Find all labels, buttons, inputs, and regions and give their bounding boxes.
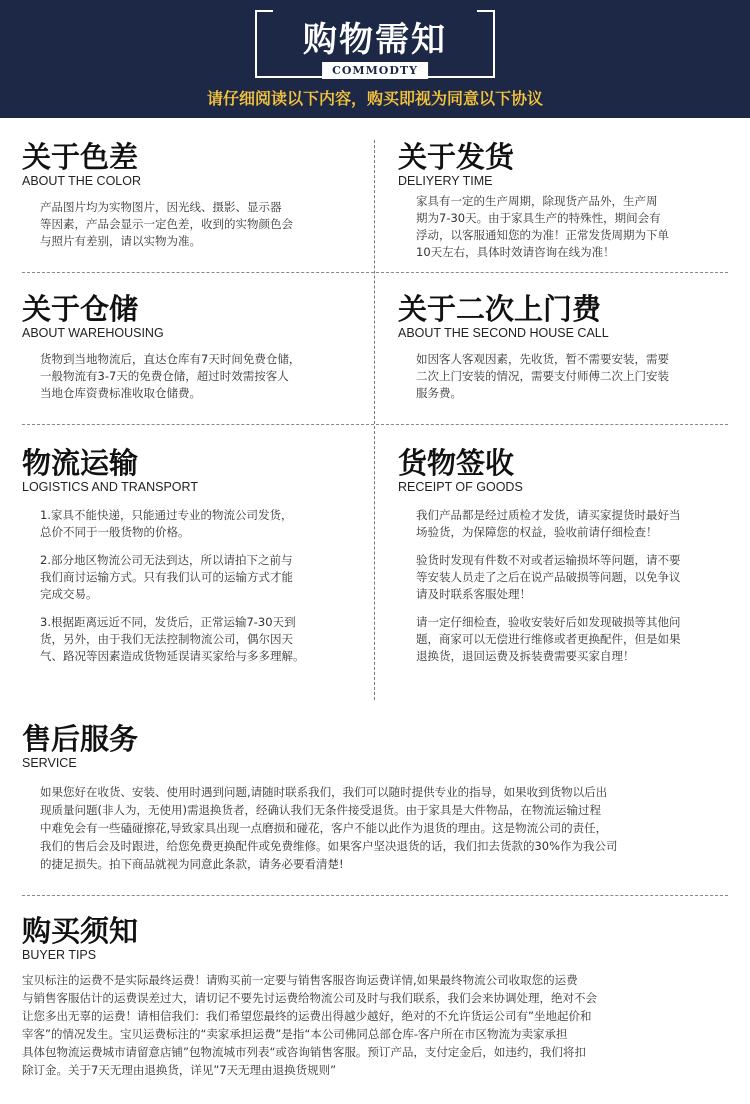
paragraph [416,507,738,541]
section-delivery [398,140,738,261]
section-title: 货物签收 [398,446,515,480]
divider [22,272,728,273]
section-title: 关于二次上门费 [398,292,602,326]
text-line: 货，另外，由于我们无法控制物流公司，偶尔因天 [40,632,293,646]
text-line: 宝贝标注的运费不是实际最终运费！请购买前一定要与销售客服咨询运费详情,如果最终物流公司收取您的运费 [22,973,578,987]
section-body [398,351,738,402]
text-line: 当地仓库资费标准收取仓储费。 [40,386,201,400]
section-body [22,971,737,1079]
text-line: 如果您好在收货、安装、使用时遇到问题,请随时联系我们，我们可以随时提供专业的指导，如果收到货物以后出 [40,785,608,799]
text-line: 我们商讨运输方式。只有我们认可的运输方式才能 [40,570,293,584]
paragraph [40,552,372,603]
text-line: 如因客人客观因素，先收货，暂不需要安装，需要 [416,352,669,366]
page-subtitle: 请仔细阅读以下内容，购买即视为同意以下协议 [206,89,543,108]
section-title-en: SERVICE [22,756,77,770]
section-warehousing [22,292,372,402]
paragraph [40,507,372,541]
section-title-en: ABOUT THE SECOND HOUSE CALL [398,326,609,340]
section-title: 关于仓储 [22,292,139,326]
text-line: 1.家具不能快递，只能通过专业的物流公司发货， [40,508,293,522]
column-divider [374,140,375,700]
paragraph [416,552,738,603]
text-line: 10天左右，具体时效请咨询在线为准！ [416,245,615,259]
text-line: 期为7-30天。由于家具生产的特殊性，期间会有 [416,211,661,225]
text-line: 我们产品都是经过质检才发货，请买家提货时最好当 [416,508,681,522]
section-title-en: LOGISTICS AND TRANSPORT [22,480,198,494]
text-line: 气、路况等因素造成货物延误请买家给与多多理解。 [40,649,305,663]
text-line: 请及时联系客服处理！ [416,587,531,601]
text-line: 中难免会有一些磕碰擦花,导致家具出现一点磨损和碰花，客户不能以此作为退货的理由。这是物流公司的责任， [40,821,608,835]
section-title: 购买须知 [22,914,139,948]
text-line: 等因素，产品会显示一定色差，收到的实物颜色会 [40,217,293,231]
title-frame [255,10,495,78]
text-line: 一般物流有3-7天的免费仓储，超过时效需按客人 [40,369,289,383]
text-line: 浮动，以客服通知您的为准！正常发货周期为下单 [416,228,669,242]
text-line: 等安装人员走了之后在说产品破损等问题，以免争议 [416,570,681,584]
divider [22,424,728,425]
text-line: 家具有一定的生产周期，除现货产品外，生产周 [416,194,658,208]
page-title-en: COMMODTY [322,62,428,79]
text-line: 服务费。 [416,386,462,400]
section-body [22,351,372,402]
text-line: 除订金。关于7天无理由退换货，详见”7天无理由退换货规则” [22,1063,337,1077]
section-title-en: DELIYERY TIME [398,174,493,188]
divider [22,895,728,896]
section-title: 售后服务 [22,722,139,756]
text-line: 二次上门安装的情况，需要支付师傅二次上门安装 [416,369,669,383]
text-line: 场验货，为保障您的权益，验收前请仔细检查！ [416,525,658,539]
section-title: 关于发货 [398,140,515,174]
section-body [22,783,732,873]
text-line: 产品图片均为实物图片，因光线、摄影、显示器 [40,200,282,214]
section-title: 关于色差 [22,140,139,174]
text-line: 宰客”的情况发生。宝贝运费标注的“卖家承担运费”是指“本公司佛同总部仓库-客户所在市区物流为卖家承担 [22,1027,568,1041]
text-line: 具体包物流运费城市请留意店铺”包物流城市列表“或咨询销售客服。预订产品，支付定金后，如违约，我们将扣 [22,1045,586,1059]
text-line: 让您多出无辜的运费！请相信我们：我们希望您最终的运费出得越少越好，绝对的不允许货运公司有”坐地起价和 [22,1009,592,1023]
text-line: 的捷足损失。拍下商品就视为同意此条款，请务必要看清楚! [40,857,344,871]
page-title: 购物需知 [303,20,447,60]
text-line: 验货时发现有件数不对或者运输损坏等问题，请不要 [416,553,681,567]
section-body [22,507,372,665]
text-line: 3.根据距离远近不同，发货后，正常运输7-30天到 [40,615,296,629]
text-line: 与照片有差别，请以实物为准。 [40,234,201,248]
text-line: 现质量问题(非人为，无使用)需退换货者，经确认我们无条件接受退货。由于家具是大件物品，在物流运输过程 [40,803,601,817]
section-buyer-tips [22,914,737,1079]
section-service [22,722,732,873]
text-line: 2.部分地区物流公司无法到达，所以请拍下之前与 [40,553,293,567]
section-title-en: ABOUT WAREHOUSING [22,326,164,340]
section-body [398,507,738,665]
text-line: 请一定仔细检查，验收安装好后如发现破损等其他问 [416,615,681,629]
text-line: 与销售客服估计的运费误差过大，请切记不要先讨运费给物流公司及时与我们联系，我们会来协调处理，绝对不会 [22,991,597,1005]
paragraph [416,614,738,665]
section-receipt [398,446,738,676]
section-title-en: ABOUT THE COLOR [22,174,142,188]
header-banner [0,0,750,118]
section-color [22,140,362,250]
section-title-en: BUYER TIPS [22,948,97,962]
section-body [22,199,362,250]
text-line: 总价不同于一般货物的价格。 [40,525,190,539]
section-title: 物流运输 [22,446,139,480]
section-body [398,193,738,261]
section-logistics [22,446,372,676]
text-line: 完成交易。 [40,587,98,601]
paragraph [40,614,372,665]
text-line: 退换货，退回运费及拆装费需要买家自理！ [416,649,635,663]
text-line: 题，商家可以无偿进行维修或者更换配件，但是如果 [416,632,681,646]
text-line: 货物到当地物流后，直达仓库有7天时间免费仓储， [40,352,301,366]
section-title-en: RECEIPT OF GOODS [398,480,523,494]
text-line: 我们的售后会及时跟进，给您免费更换配件或免费维修。如果客户坚决退货的话，我们扣去货款的30%作为我公司 [40,839,618,853]
section-second-call [398,292,738,402]
